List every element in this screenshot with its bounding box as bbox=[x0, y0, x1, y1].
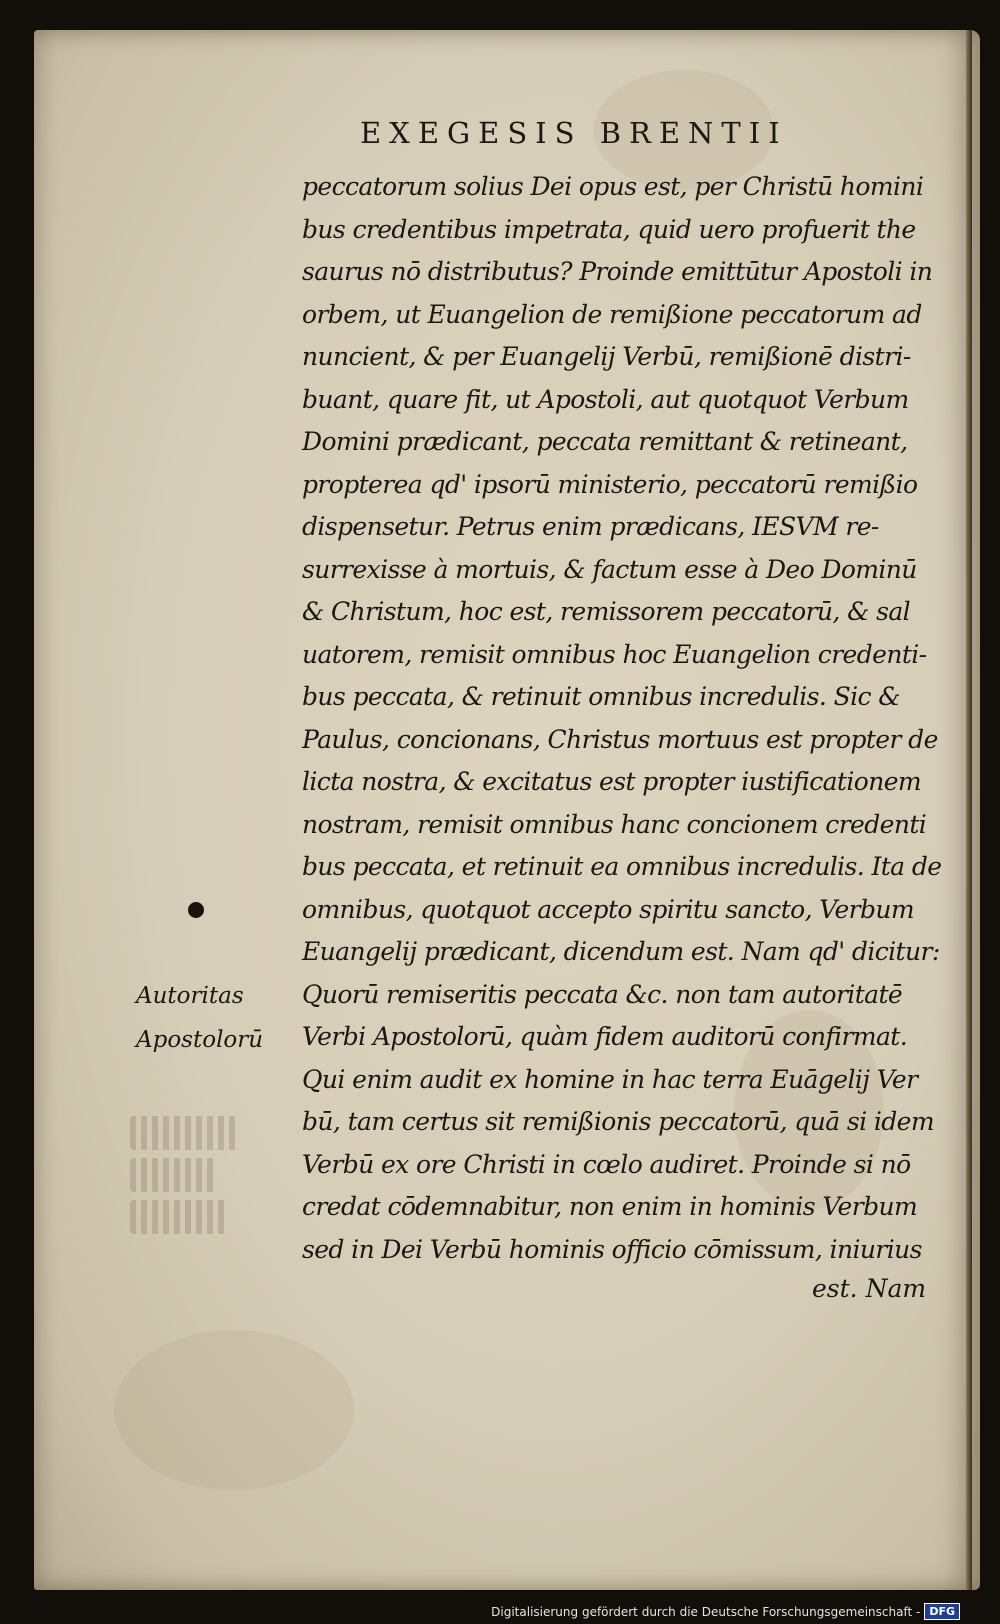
text-line: & Christum, hoc est, remissorem peccatorū, & sal bbox=[302, 597, 911, 626]
text-line: credat cōdemnabitur, non enim in hominis Verbum bbox=[302, 1192, 918, 1221]
text-line: propterea qd' ipsorū ministerio, peccatorū remißio bbox=[302, 469, 918, 499]
text-line: buant, quare fit, ut Apostoli, aut quotquot Verbum bbox=[302, 384, 909, 414]
dfg-logo: DFG bbox=[924, 1603, 960, 1620]
text-line: licta nostra, & excitatus est propter iustificationem bbox=[302, 767, 922, 796]
text-line: dispensetur. Petrus enim prædicans, IESVM re- bbox=[302, 512, 879, 541]
marginal-note-line: Apostolorū bbox=[136, 1027, 264, 1053]
text-line: Euangelij prædicant, dicendum est. Nam qd' dicitur: bbox=[302, 937, 940, 966]
catchword-line: est. Nam bbox=[812, 1274, 927, 1303]
text-line: orbem, ut Euangelion de remißione peccatorum ad bbox=[302, 299, 922, 329]
text-line: nuncient, & per Euangelij Verbū, remißionē distri- bbox=[302, 342, 911, 371]
text-line: Paulus, concionans, Christus mortuus est propter de bbox=[302, 724, 938, 754]
text-line: saurus nō distributus? Proinde emittūtur Apostoli in bbox=[302, 257, 933, 286]
marginal-note bbox=[136, 974, 286, 1062]
show-through-line bbox=[130, 1200, 229, 1234]
text-line: Domini prædicant, peccata remittant & retineant, bbox=[302, 427, 908, 456]
body-text bbox=[302, 166, 942, 1271]
text-line: peccatorum solius Dei opus est, per Christū homini bbox=[302, 172, 924, 201]
text-line: Verbū ex ore Christi in cœlo audiret. Proinde si nō bbox=[302, 1149, 911, 1179]
marginal-note-line: Autoritas bbox=[136, 983, 244, 1009]
text-line: uatorem, remisit omnibus hoc Euangelion credenti- bbox=[302, 639, 927, 669]
page-edge bbox=[966, 30, 972, 1590]
paper-stain bbox=[114, 1330, 354, 1490]
text-line: bū, tam certus sit remißionis peccatorū, quā si idem bbox=[302, 1107, 934, 1136]
text-line: surrexisse à mortuis, & factum esse à Deo Dominū bbox=[302, 554, 917, 584]
show-through-text bbox=[130, 1116, 240, 1256]
margin-ink-dot bbox=[188, 902, 204, 918]
running-head: EXEGESIS BRENTII bbox=[360, 116, 788, 150]
digitization-footer bbox=[491, 1603, 960, 1620]
text-line: bus credentibus impetrata, quid uero profuerit the bbox=[302, 214, 916, 244]
show-through-line bbox=[130, 1116, 240, 1150]
text-line: nostram, remisit omnibus hanc concionem credenti bbox=[302, 809, 927, 839]
footer-text: Digitalisierung gefördert durch die Deutsche Forschungsgemeinschaft - bbox=[491, 1604, 921, 1619]
text-line: bus peccata, & retinuit omnibus incredulis. Sic & bbox=[302, 682, 900, 711]
text-line: omnibus, quotquot accepto spiritu sancto, Verbum bbox=[302, 894, 914, 924]
text-line: Qui enim audit ex homine in hac terra Euāgelij Ver bbox=[302, 1064, 918, 1094]
text-line: Verbi Apostolorū, quàm fidem auditorū confirmat. bbox=[302, 1022, 908, 1051]
text-line: Quorū remiseritis peccata &c. non tam autoritatē bbox=[302, 979, 903, 1009]
text-line: bus peccata, et retinuit ea omnibus incredulis. Ita de bbox=[302, 852, 942, 881]
text-line: sed in Dei Verbū hominis officio cōmissum, iniurius bbox=[302, 1234, 922, 1264]
show-through-line bbox=[130, 1158, 218, 1192]
